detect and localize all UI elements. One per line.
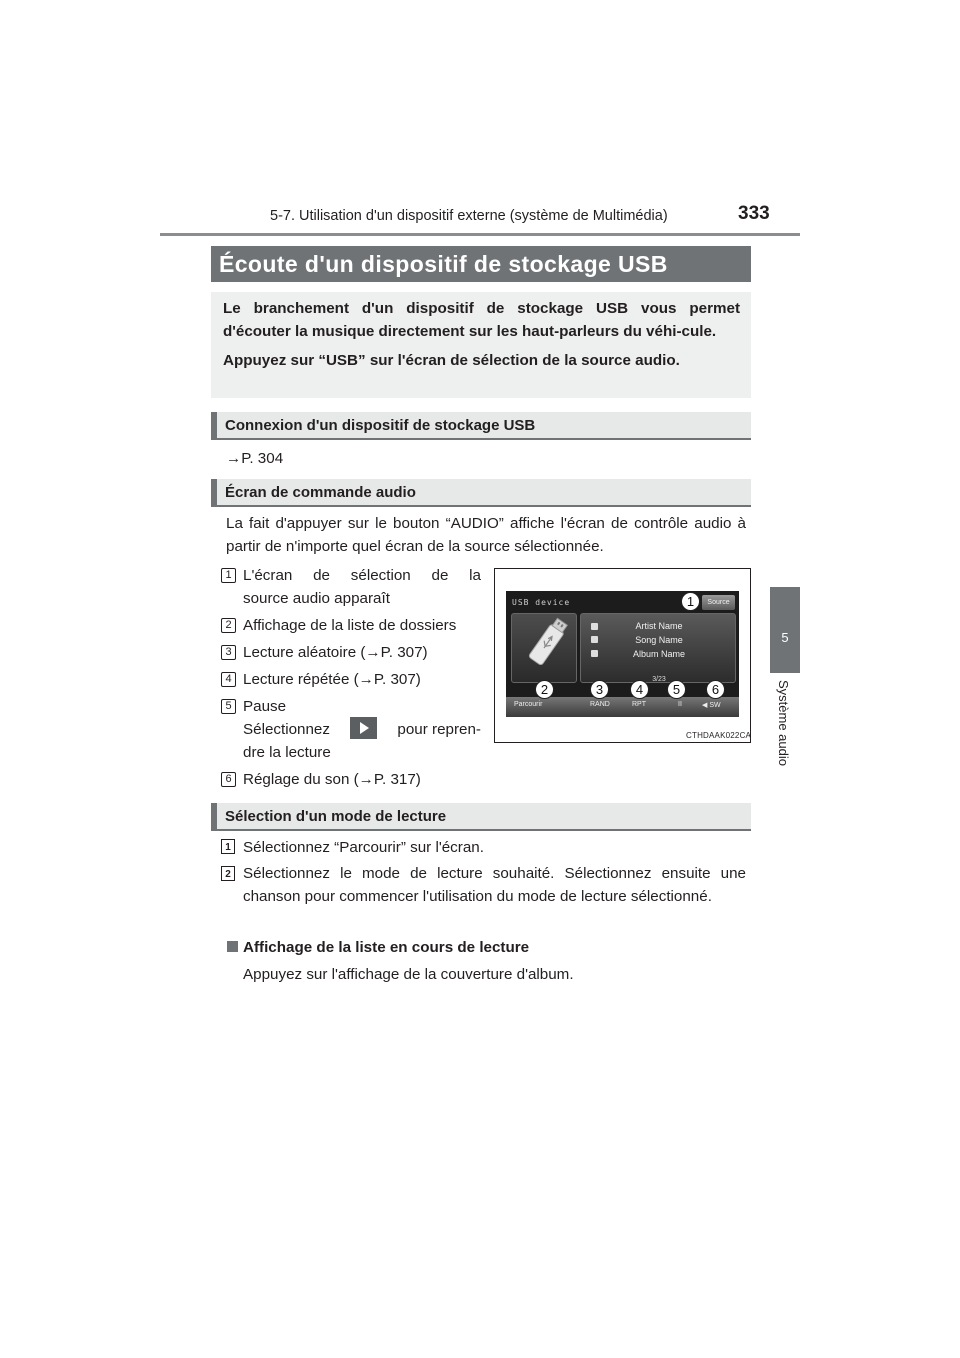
item-number-4: 4 (221, 672, 236, 687)
page-title: Écoute d'un dispositif de stockage USB (211, 246, 751, 282)
track-number: 3/23 (652, 676, 666, 683)
header-chapter: 5-7. Utilisation d'un dispositif externe (système de Multimédia) (270, 208, 668, 224)
item-5-line2-end: pour repren- (397, 721, 481, 738)
usb-stick-icon (512, 614, 576, 682)
item-1-line2: source audio apparaît (243, 590, 390, 607)
item-5-line1: Pause (243, 698, 287, 715)
intro-paragraph-1: Le branchement d'un dispositif de stockage USB vous permet d'écouter la musique directement sur les haut-parleurs du véhi-cule. (223, 300, 740, 340)
callout-1: 1 (681, 592, 700, 611)
chapter-tab-label: Système audio (776, 680, 791, 766)
item-3-text: Lecture aléatoire (→P. 307) (243, 644, 428, 661)
header-rule (160, 233, 800, 236)
step-number-1: 1 (221, 839, 235, 854)
source-button: Source (702, 595, 735, 610)
callout-6: 6 (706, 680, 725, 699)
chapter-tab-number: 5 (781, 630, 789, 645)
section-heading-screen: Écran de commande audio (211, 479, 751, 507)
item-number-3: 3 (221, 645, 236, 660)
step-2-text: Sélectionnez le mode de lecture souhaité. Sélectionnez ensuite une chanson pour commencer l'utilisation du mode de lecture sélectionné. (243, 865, 746, 905)
album-name: Album Name (632, 649, 686, 659)
step-number-2: 2 (221, 866, 235, 881)
item-5-line2 (243, 718, 481, 741)
item-number-5: 5 (221, 699, 236, 714)
section-heading-mode: Sélection d'un mode de lecture (211, 803, 751, 831)
callout-5: 5 (667, 680, 686, 699)
section-heading-connect: Connexion d'un dispositif de stockage USB (211, 412, 751, 440)
track-info-panel (580, 613, 736, 683)
sub-heading-playlist: Affichage de la liste en cours de lecture (243, 939, 530, 956)
intro-box (211, 292, 751, 398)
item-1-line1: L'écran de sélection de la (243, 567, 481, 584)
figure-caption: CTHDAAK022CA (686, 731, 752, 740)
song-name: Song Name (635, 635, 683, 645)
step-1-text: Sélectionnez “Parcourir” sur l'écran. (243, 839, 484, 856)
item-4-text: Lecture répétée (→P. 307) (243, 671, 421, 688)
intro-paragraph-2: Appuyez sur “USB” sur l'écran de sélection de la source audio. (223, 352, 680, 369)
connect-reference: →P. 304 (226, 450, 284, 467)
item-2-text: Affichage de la liste de dossiers (243, 617, 457, 634)
item-6-text: Réglage du son (→P. 317) (243, 771, 421, 788)
callout-4: 4 (630, 680, 649, 699)
play-icon (350, 717, 377, 739)
item-5-line2-start: Sélectionnez (243, 721, 330, 738)
pause-button-label: II (678, 701, 682, 708)
artist-name: Artist Name (635, 621, 683, 631)
bullet-square-icon (227, 941, 238, 952)
album-art-panel (511, 613, 577, 683)
item-5-line3: dre la lecture (243, 744, 331, 761)
rpt-button-label: RPT (632, 701, 646, 708)
item-number-1: 1 (221, 568, 236, 583)
screen-title: USB device (512, 598, 571, 607)
item-number-2: 2 (221, 618, 236, 633)
page-number: 333 (738, 203, 770, 224)
screen-description: La fait d'appuyer sur le bouton “AUDIO” affiche l'écran de contrôle audio à partir de n'importe quel écran de la source sélectionnée. (226, 515, 746, 555)
callout-3: 3 (590, 680, 609, 699)
item-number-6: 6 (221, 772, 236, 787)
rand-button-label: RAND (590, 701, 610, 708)
sub-text-playlist: Appuyez sur l'affichage de la couverture d'album. (243, 966, 574, 983)
sound-button-label: ◀ SW (702, 702, 721, 709)
browse-button-label: Parcourir (514, 701, 543, 708)
callout-2: 2 (535, 680, 554, 699)
